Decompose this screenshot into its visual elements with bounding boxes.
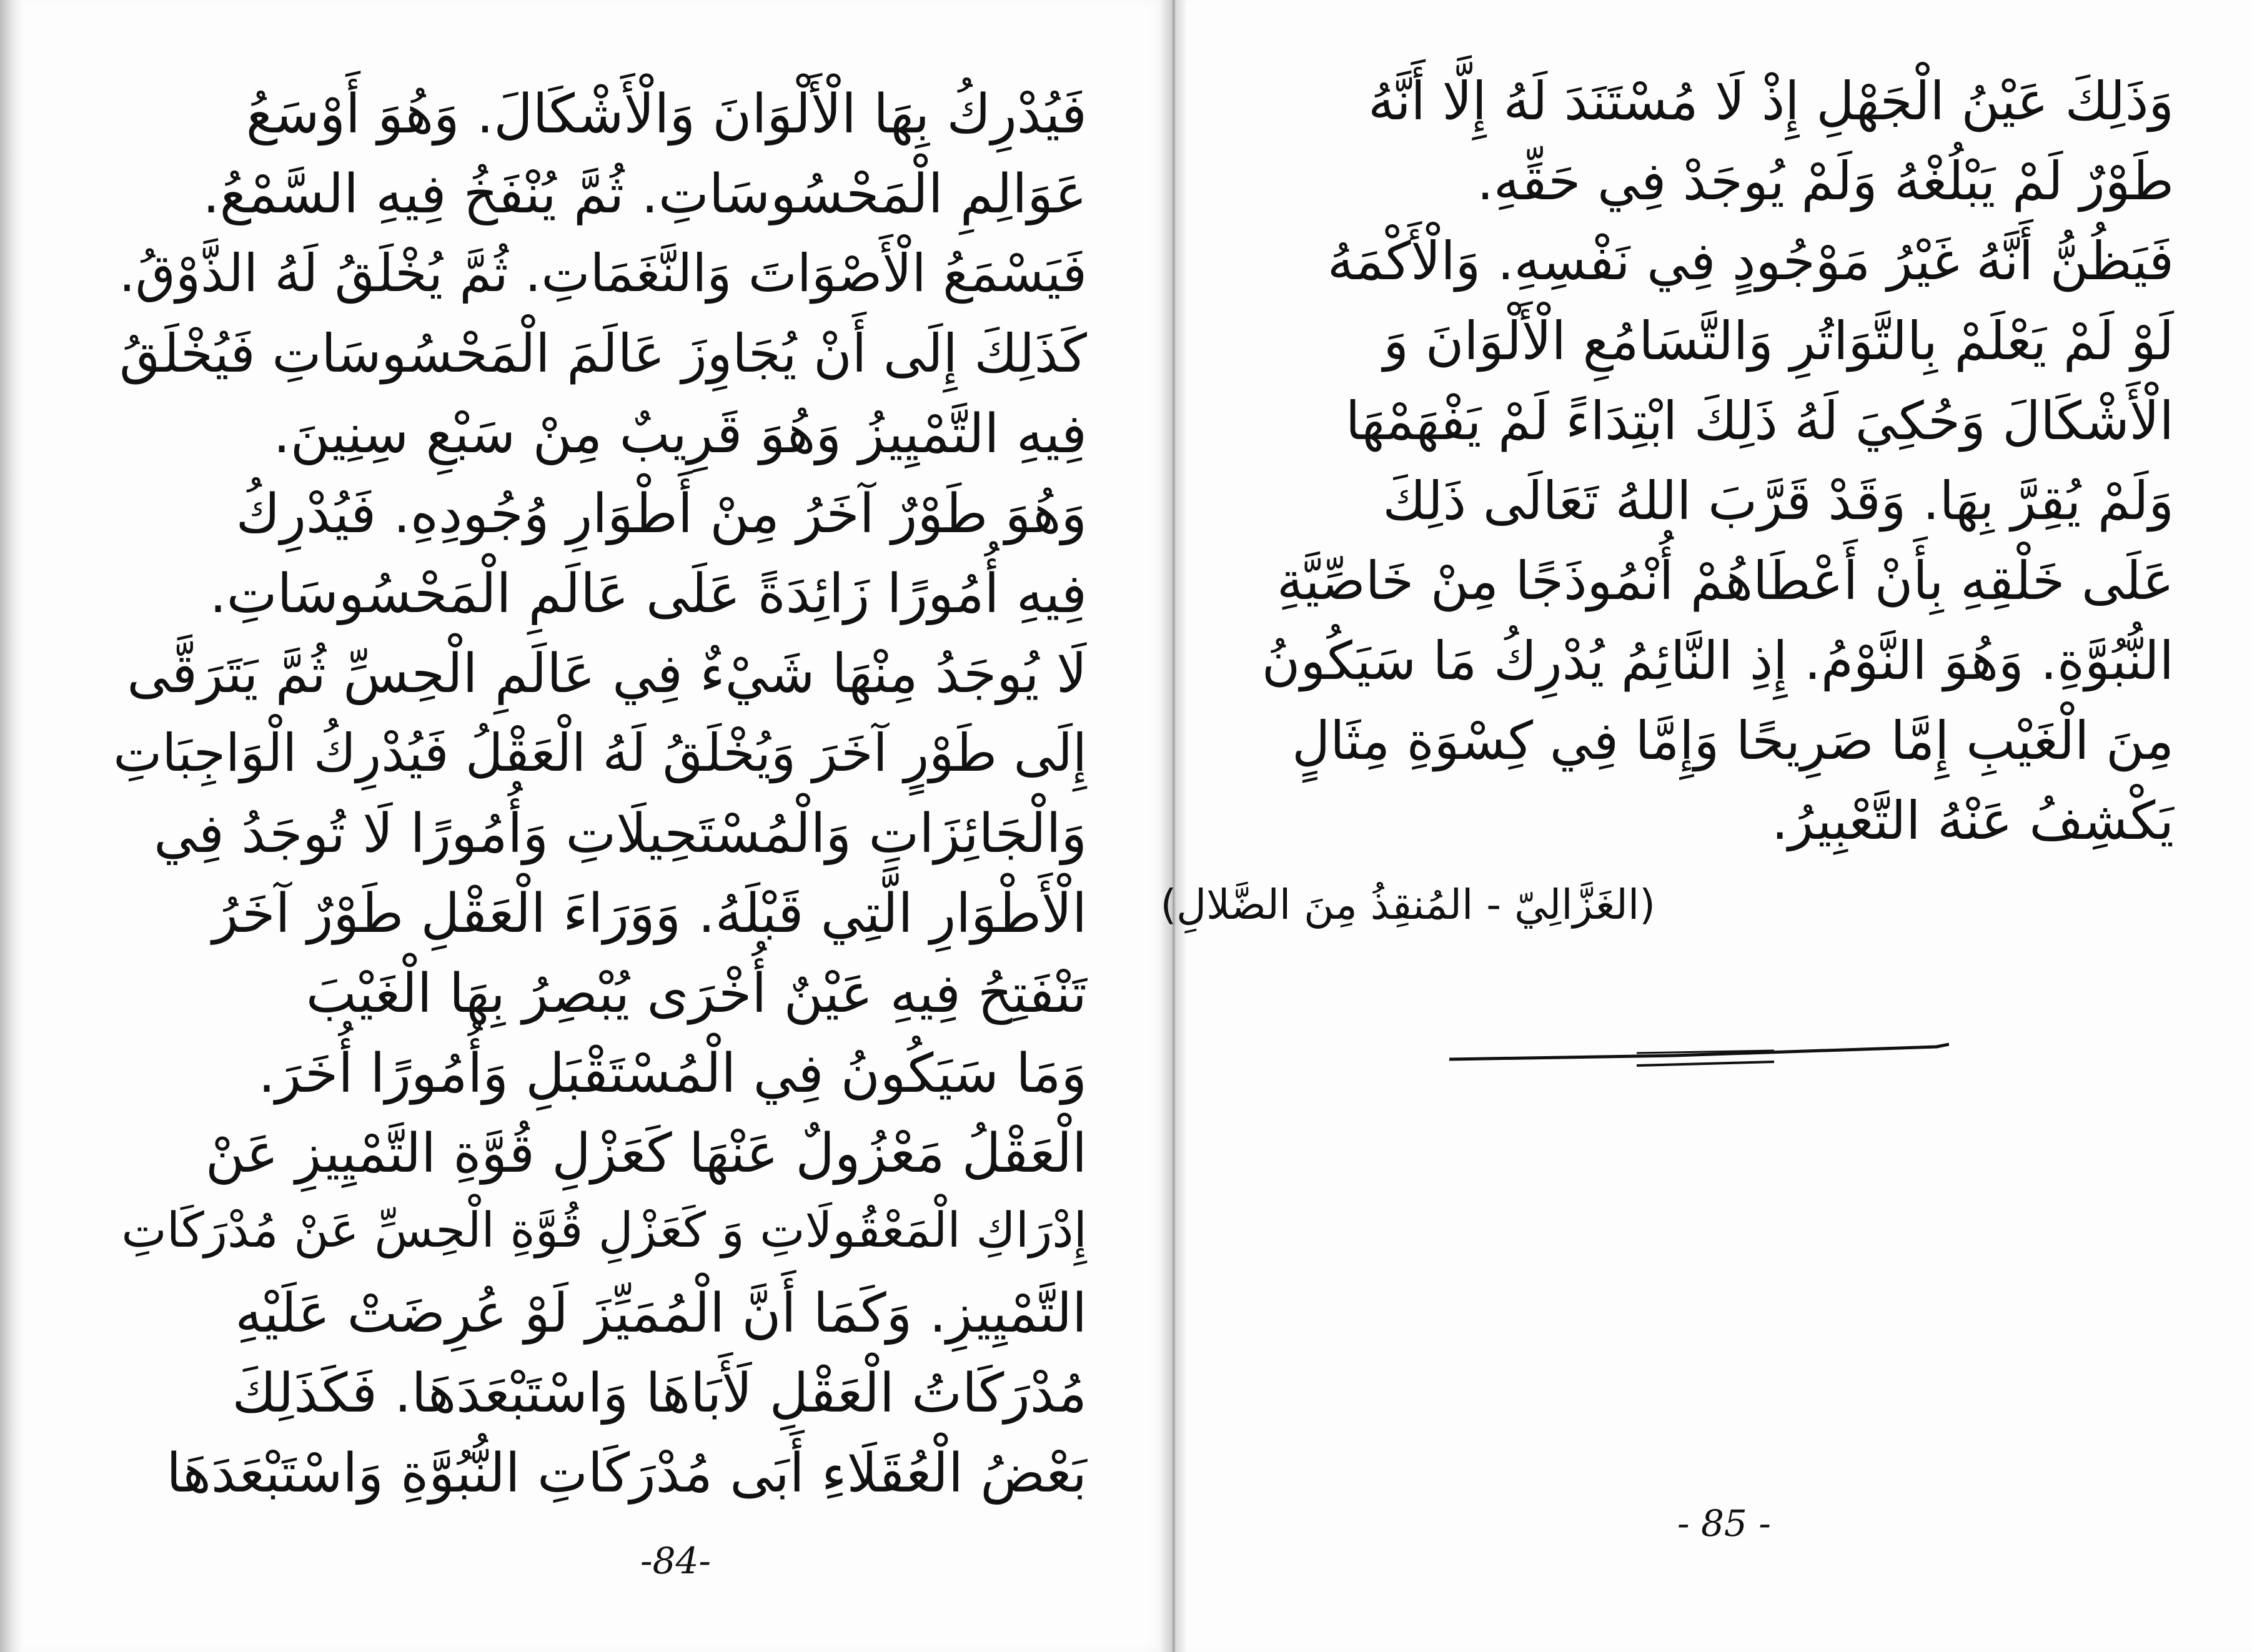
text-line: التَّمْيِيزِ. وَكَمَا أَنَّ الْمُمَيِّزَ لَوْ عُرِضَتْ عَلَيْهِ	[235, 1282, 1087, 1345]
text-line: فَيُدْرِكُ بِهَا الْأَلْوَانَ وَالْأَشْكَالَ. وَهُوَ أَوْسَعُ	[246, 83, 1087, 146]
text-line: لَوْ لَمْ يَعْلَمْ بِالتَّوَاتُرِ وَالتَّسَامُعِ الْأَلْوَانَ وَ	[1383, 310, 2174, 372]
text-line: النُّبُوَّةِ. وَهُوَ النَّوْمُ. إِذِ النَّائِمُ يُدْرِكُ مَا سَيَكُونُ	[1261, 630, 2174, 691]
ornamental-divider	[1449, 1037, 1949, 1074]
text-line: الْأَطْوَارِ الَّتِي قَبْلَهُ. وَوَرَاءَ الْعَقْلِ طَوْرٌ آخَرُ	[212, 883, 1087, 945]
text-line: فَيَسْمَعُ الْأَصْوَاتَ وَالنَّغَمَاتِ. ثُمَّ يُخْلَقُ لَهُ الذَّوْقُ.	[119, 243, 1087, 304]
page-number-right: - 85 -	[1677, 1502, 1771, 1545]
text-line: لَا يُوجَدُ مِنْهَا شَيْءٌ فِي عَالَمِ الْحِسِّ ثُمَّ يَتَرَقَّى	[127, 643, 1087, 705]
text-line: فَيَظُنُّ أَنَّهُ غَيْرُ مَوْجُودٍ فِي نَفْسِهِ. وَالْأَكْمَهُ	[1327, 230, 2174, 292]
text-line: إِلَى طَوْرٍ آخَرَ وَيُخْلَقُ لَهُ الْعَقْلُ فَيُدْرِكُ الْوَاجِبَاتِ	[113, 723, 1087, 783]
text-line: مِنَ الْغَيْبِ إِمَّا صَرِيحًا وَإِمَّا فِي كِسْوَةِ مِثَالٍ	[1292, 710, 2174, 771]
book-gutter	[1161, 0, 1186, 1652]
page-edge-shadow	[0, 0, 22, 1652]
text-line: الْعَقْلُ مَعْزُولٌ عَنْهَا كَعَزْلِ قُوَّةِ التَّمْيِيزِ عَنْ	[205, 1122, 1087, 1185]
text-line: عَوَالِمِ الْمَحْسُوسَاتِ. ثُمَّ يُنْفَخُ فِيهِ السَّمْعُ.	[202, 163, 1087, 225]
text-line: الْأَشْكَالَ وَحُكِيَ لَهُ ذَلِكَ ابْتِدَاءً لَمْ يَفْهَمْهَا	[1345, 390, 2174, 452]
text-line: إِدْرَاكِ الْمَعْقُولَاتِ وَ كَعَزْلِ قُوَّةِ الْحِسِّ عَنْ مُدْرَكَاتِ	[121, 1203, 1087, 1259]
citation: (الغَزَّالِيّ - المُنقِذُ مِنَ الضَّلالِ)	[1160, 881, 1655, 929]
text-line: تَنْفَتِحُ فِيهِ عَيْنٌ أُخْرَى يُبْصِرُ بِهَا الْغَيْبَ	[305, 962, 1087, 1025]
text-line: وَلَمْ يُقِرَّ بِهَا. وَقَدْ قَرَّبَ اللهُ تَعَالَى ذَلِكَ	[1382, 470, 2174, 532]
left-page-text	[112, 83, 1087, 1524]
text-line: وَذَلِكَ عَيْنُ الْجَهْلِ إِذْ لَا مُسْتَنَدَ لَهُ إِلَّا أَنَّهُ	[1368, 71, 2174, 132]
text-line: مُدْرَكَاتُ الْعَقْلِ لَأَبَاهَا وَاسْتَبْعَدَهَا. فَكَذَلِكَ	[232, 1362, 1087, 1425]
text-line: وَهُوَ طَوْرٌ آخَرُ مِنْ أَطْوَارِ وُجُودِهِ. فَيُدْرِكُ	[236, 483, 1087, 545]
text-line: فِيهِ أُمُورًا زَائِدَةً عَلَى عَالَمِ الْمَحْسُوسَاتِ.	[209, 563, 1087, 625]
text-line: طَوْرٌ لَمْ يَبْلُغْهُ وَلَمْ يُوجَدْ فِي حَقِّهِ.	[1477, 151, 2174, 212]
text-line: وَمَا سَيَكُونُ فِي الْمُسْتَقْبَلِ وَأُمُورًا أُخَرَ.	[258, 1042, 1087, 1105]
text-line: عَلَى خَلْقِهِ بِأَنْ أَعْطَاهُمْ أُنْمُوذَجًا مِنْ خَاصِّيَّةِ	[1277, 550, 2174, 611]
text-line: فِيهِ التَّمْيِيزُ وَهُوَ قَرِيبٌ مِنْ سَبْعِ سِنِينَ.	[273, 403, 1087, 465]
text-line: بَعْضُ الْعُقَلَاءِ أَبَى مُدْرَكَاتِ النُّبُوَّةِ وَاسْتَبْعَدَهَا	[166, 1442, 1087, 1505]
text-line: وَالْجَائِزَاتِ وَالْمُسْتَحِيلَاتِ وَأُمُورًا لَا تُوجَدُ فِي	[154, 803, 1087, 865]
right-page-text	[1212, 71, 2174, 949]
page-number-left: -84-	[640, 1540, 711, 1582]
text-line: يَكْشِفُ عَنْهُ التَّعْبِيرُ.	[1771, 790, 2174, 851]
text-line: كَذَلِكَ إِلَى أَنْ يُجَاوِزَ عَالَمَ الْمَحْسُوسَاتِ فَيُخْلَقُ	[119, 323, 1087, 384]
